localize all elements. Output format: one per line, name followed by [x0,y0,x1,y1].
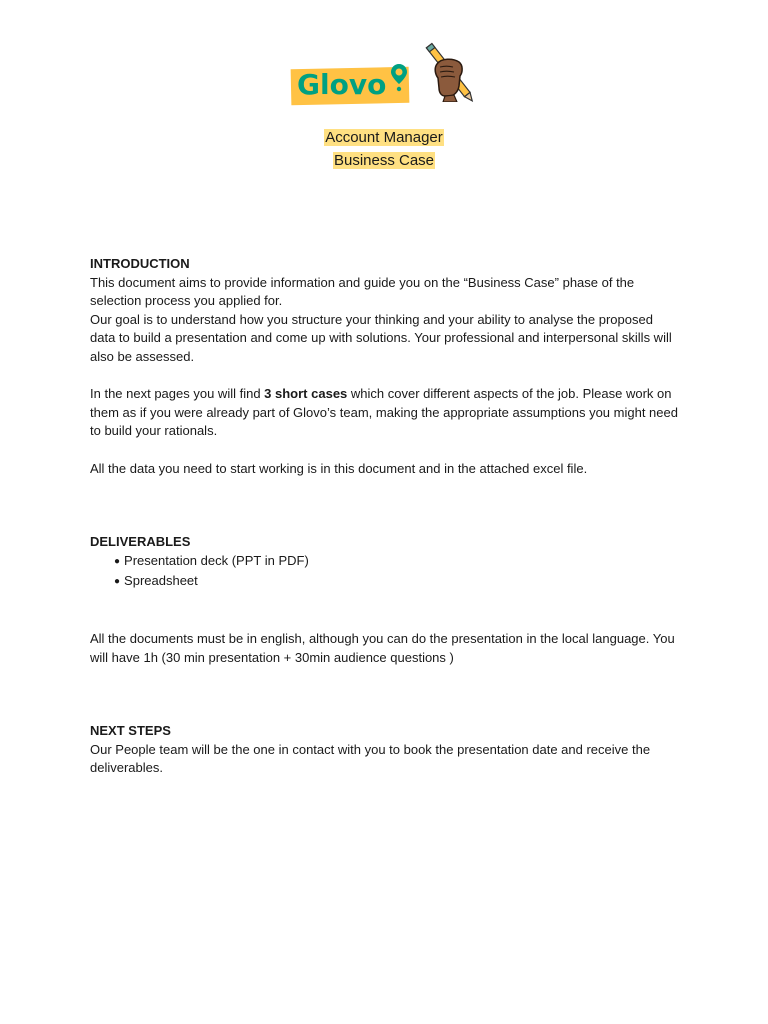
glovo-logo [291,40,481,106]
deliverables-note: All the documents must be in english, although you can do the presentation in the local language. You will have 1h (30 min presentation + 30min audience questions ) [90,630,675,665]
document-title [0,126,768,172]
fist-holding-pencil-icon [423,40,477,102]
introduction-para-2: Our goal is to understand how you structure your thinking and your ability to analyse the proposed data to build a presentation and come up with solutions. Your professional and interpersonal skills will also be assessed. [90,311,672,364]
next-steps-heading: NEXT STEPS [90,723,171,739]
deliverable-item: ● Spreadsheet [114,572,680,593]
title-line-1: Account Manager [325,129,443,146]
deliverables-heading: DELIVERABLES [90,534,191,550]
logo-brand-text: Glovo [297,68,387,101]
introduction-heading: INTRODUCTION [90,256,190,271]
para3-after: which cover different aspects of the job. Please work on them as if you were already part of Glovo’s team, making the appropriate assumptions you might need to build your rationals. [90,386,678,439]
para3-before: In the next pages you will find [90,386,265,402]
introduction-para-4: All the data you need to start working is in this document and in the attached excel file. [90,460,588,476]
deliverable-item: ● Presentation deck (PPT in PDF) [114,552,680,573]
next-steps-text: Our People team will be the one in contact with you to book the presentation date and receive the deliverables. [90,741,651,776]
introduction-para-3 [90,385,680,441]
title-line-2: Business Case [333,152,435,169]
para3-bold: 3 short cases [264,386,348,402]
deliverables-list [90,552,680,593]
introduction-para-1: This document aims to provide information and guide you on the “Business Case” phase of the selection process you applied for. [90,274,635,309]
location-pin-icon [389,62,409,92]
document-body [90,255,680,778]
